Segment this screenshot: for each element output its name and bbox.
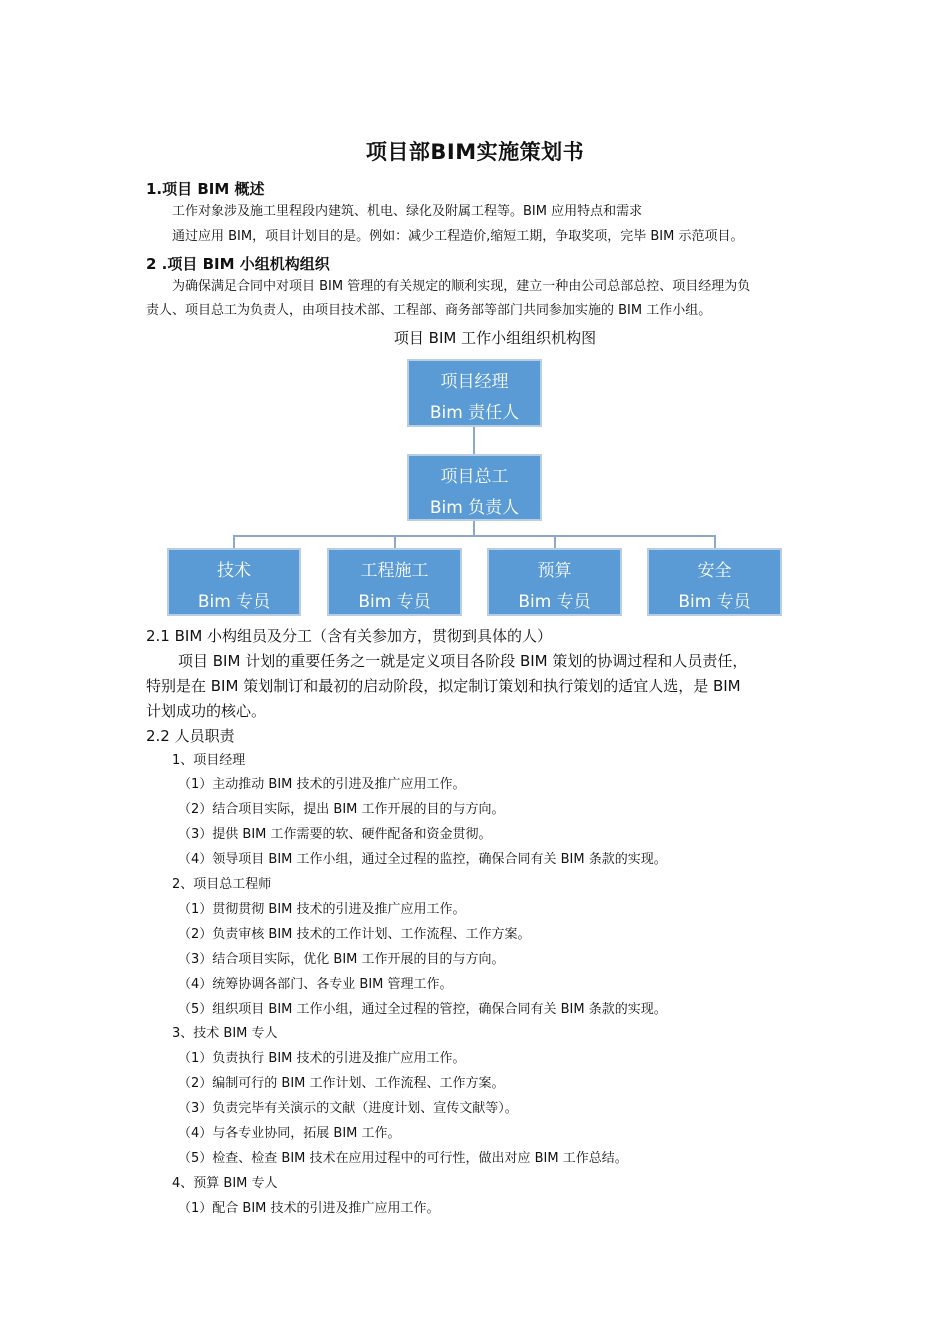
section-1-paragraph-1: 工作对象涉及施工里程段内建筑、机电、绿化及附属工程等。BIM 应用特点和需求: [172, 204, 643, 219]
org-node-subtitle: Bim 负责人: [429, 498, 520, 518]
role-item: （4）统筹协调各部门、各专业 BIM 管理工作。: [178, 977, 453, 992]
connector-middle-bus: [473, 520, 475, 536]
org-chart-caption: 项目 BIM 工作小组组织机构图: [393, 329, 597, 347]
section-1-paragraph-2: 通过应用 BIM，项目计划目的是。例如：减少工程造价,缩短工期，争取奖项，完毕 BIM 示范项目。: [172, 229, 744, 244]
section-2-1-heading: 2.1 BIM 小构组员及分工（含有关参加方，贯彻到具体的人）: [146, 627, 553, 645]
org-node-subtitle: Bim 专员: [358, 592, 431, 612]
role-title: 1、项目经理: [172, 753, 246, 768]
org-node-subtitle: Bim 专员: [197, 592, 271, 612]
role-item: （1）配合 BIM 技术的引进及推广应用工作。: [178, 1201, 440, 1216]
connector-bus: [233, 535, 715, 537]
org-node-title: 技术: [217, 561, 251, 581]
role-item: （1）贯彻贯彻 BIM 技术的引进及推广应用工作。: [178, 902, 466, 917]
org-node-safety: [647, 548, 782, 616]
role-title: 4、预算 BIM 专人: [172, 1176, 278, 1191]
role-title: 2、项目总工程师: [172, 877, 272, 892]
org-node-technical: [167, 548, 301, 616]
section-2-paragraph-line-1: 为确保满足合同中对项目 BIM 管理的有关规定的顺利实现，建立一种由公司总部总控、项目经理为负: [172, 279, 751, 294]
org-node-title: 安全: [697, 561, 732, 581]
role-item: （2）结合项目实际，提出 BIM 工作开展的目的与方向。: [178, 802, 505, 817]
org-node-budget: [487, 548, 622, 616]
role-item: （1）主动推动 BIM 技术的引进及推广应用工作。: [178, 777, 466, 792]
org-node-title: 项目经理: [440, 372, 509, 392]
org-node-chief-engineer: [407, 454, 542, 521]
org-node-subtitle: Bim 专员: [518, 592, 591, 612]
connector-child-1: [233, 535, 235, 549]
role-item: （3）提供 BIM 工作需要的软、硬件配备和资金贯彻。: [178, 827, 492, 842]
org-node-title: 预算: [537, 561, 572, 581]
org-node-project-manager: [407, 359, 542, 427]
document-title: 项目部BIM实施策划书: [365, 140, 585, 164]
connector-top-middle: [473, 426, 475, 455]
role-item: （1）负责执行 BIM 技术的引进及推广应用工作。: [178, 1051, 466, 1066]
section-2-1-line-3: 计划成功的核心。: [146, 702, 267, 720]
org-node-title: 项目总工: [440, 467, 509, 487]
connector-child-2: [394, 535, 396, 549]
org-node-title: 工程施工: [360, 561, 429, 581]
org-node-construction: [327, 548, 462, 616]
section-2-1-line-1: 项目 BIM 计划的重要任务之一就是定义项目各阶段 BIM 策划的协调过程和人员责任，: [178, 652, 748, 670]
org-node-subtitle: Bim 专员: [678, 592, 751, 612]
section-2-2-heading: 2.2 人员职责: [146, 727, 235, 745]
role-item: （2）负责审核 BIM 技术的工作计划、工作流程、工作方案。: [178, 927, 531, 942]
role-item: （5）检查、检查 BIM 技术在应用过程中的可行性，做出对应 BIM 工作总结。: [178, 1151, 628, 1166]
role-item: （3）负责完毕有关演示的文献（进度计划、宣传文献等）。: [178, 1101, 518, 1116]
connector-child-3: [554, 535, 556, 549]
role-item: （4）与各专业协同，拓展 BIM 工作。: [178, 1126, 401, 1141]
section-2-paragraph-line-2: 责人、项目总工为负责人，由项目技术部、工程部、商务部等部门共同参加实施的 BIM 工作小组。: [146, 303, 712, 318]
role-item: （2）编制可行的 BIM 工作计划、工作流程、工作方案。: [178, 1076, 505, 1091]
section-2-heading: 2 .项目 BIM 小组机构组织: [146, 255, 330, 273]
section-1-heading: 1.项目 BIM 概述: [146, 180, 265, 198]
section-2-1-line-2: 特别是在 BIM 策划制订和最初的启动阶段，拟定制订策划和执行策划的适宜人选，是 BIM: [146, 677, 741, 695]
org-node-subtitle: Bim 责任人: [429, 403, 520, 423]
role-item: （3）结合项目实际，优化 BIM 工作开展的目的与方向。: [178, 952, 505, 967]
role-item: （5）组织项目 BIM 工作小组，通过全过程的管控，确保合同有关 BIM 条款的实现。: [178, 1002, 667, 1017]
connector-child-4: [714, 535, 716, 549]
role-item: （4）领导项目 BIM 工作小组，通过全过程的监控，确保合同有关 BIM 条款的实现。: [178, 852, 667, 867]
role-title: 3、技术 BIM 专人: [172, 1026, 278, 1041]
